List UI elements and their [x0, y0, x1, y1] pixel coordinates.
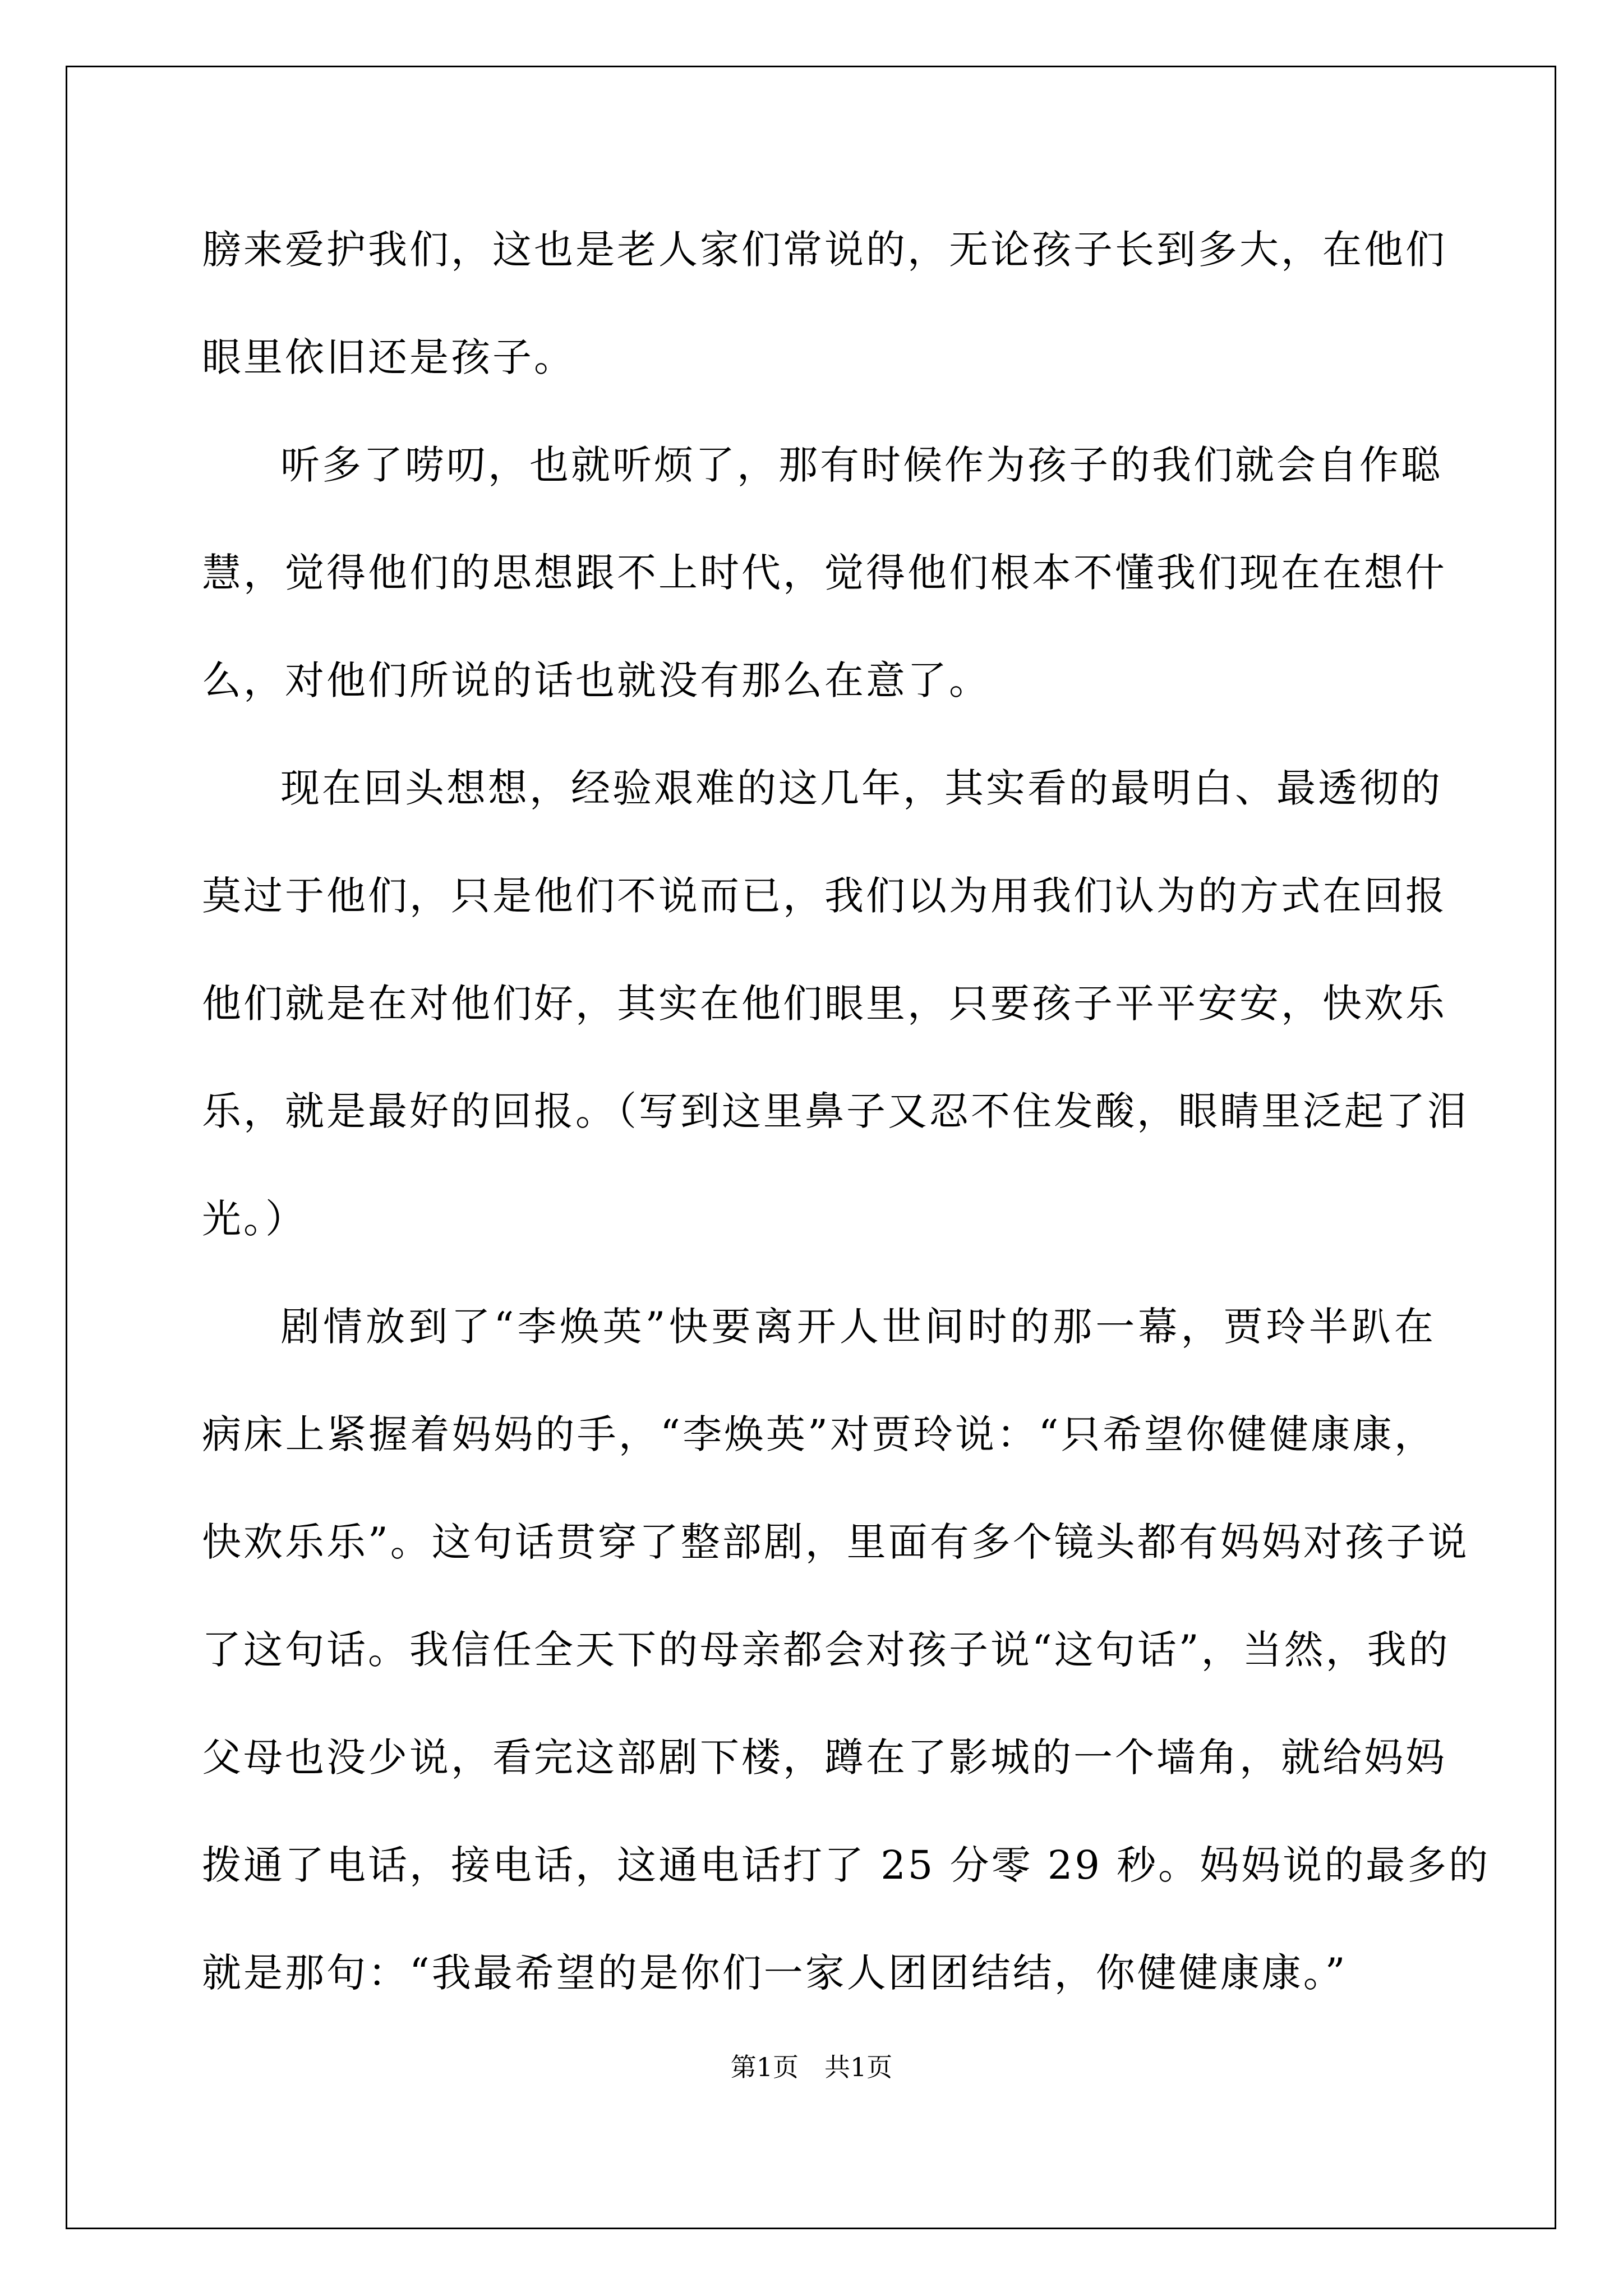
text-line: 快欢乐乐”。这句话贯穿了整部剧，里面有多个镜头都有妈妈对孩子说 [202, 1519, 1469, 1565]
text-line: 光。） [202, 1196, 307, 1242]
text-line: 慧，觉得他们的思想跟不上时代，觉得他们根本不懂我们现在在想什 [202, 550, 1447, 596]
text-line: 乐，就是最好的回报。（写到这里鼻子又忍不住发酸，眼睛里泛起了泪 [202, 1088, 1469, 1134]
paragraph-first-line: 剧情放到了“李焕英”快要离开人世间时的那一幕，贾玲半趴在 [280, 1304, 1436, 1350]
text-line: 眼里依旧还是孩子。 [202, 334, 575, 380]
page-border [66, 66, 1556, 2229]
paragraph-first-line: 听多了唠叨，也就听烦了，那有时候作为孩子的我们就会自作聪 [280, 442, 1442, 488]
text-line: 了这句话。我信任全天下的母亲都会对孩子说“这句话”，当然，我的 [202, 1627, 1450, 1673]
text-line: 莫过于他们，只是他们不说而已，我们以为用我们认为的方式在回报 [202, 873, 1447, 919]
text-line: 他们就是在对他们好，其实在他们眼里，只要孩子平平安安，快欢乐 [202, 981, 1447, 1027]
paragraph-first-line: 现在回头想想，经验艰难的这几年，其实看的最明白、最透彻的 [280, 765, 1442, 811]
text-line: 么，对他们所说的话也就没有那么在意了。 [202, 657, 990, 703]
page-footer: 第1页 共1页 [730, 2052, 893, 2082]
text-line: 就是那句：“我最希望的是你们一家人团团结结，你健健康康。” [202, 1950, 1348, 1996]
text-line: 父母也没少说，看完这部剧下楼，蹲在了影城的一个墙角，就给妈妈 [202, 1734, 1447, 1780]
text-line: 拨通了电话，接电话，这通电话打了 25 分零 29 秒。妈妈说的最多的 [202, 1842, 1491, 1888]
text-line: 病床上紧握着妈妈的手，“李焕英”对贾玲说：“只希望你健健康康， [202, 1411, 1436, 1457]
text-line: 膀来爱护我们，这也是老人家们常说的，无论孩子长到多大，在他们 [202, 227, 1447, 273]
